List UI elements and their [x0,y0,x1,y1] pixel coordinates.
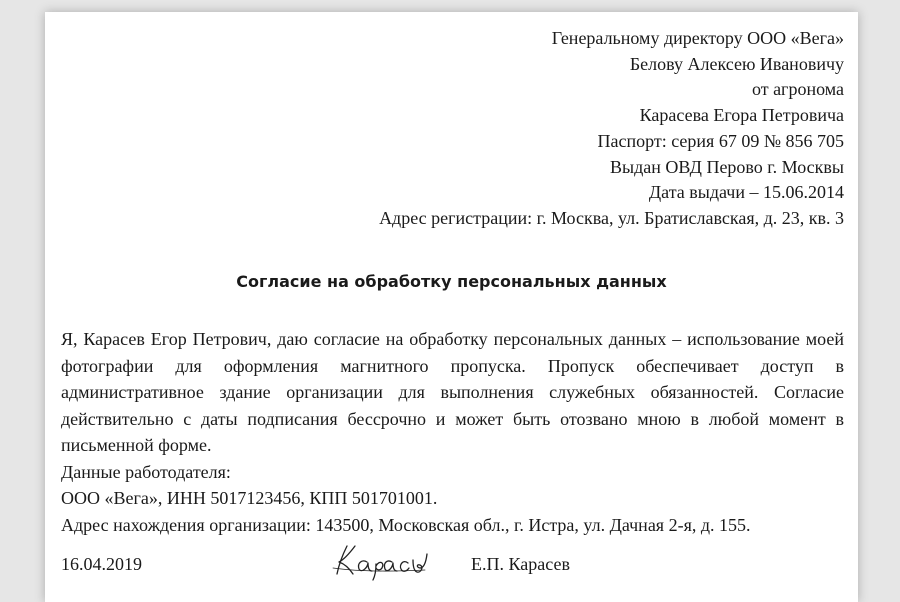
passport-issue-date: Дата выдачи – 15.06.2014 [648,182,844,203]
passport-number: Паспорт: серия 67 09 № 856 705 [597,130,844,151]
document-page [45,12,858,602]
addressee-position: Генеральному директору ООО «Вега» [551,28,844,48]
addressee-block [379,26,844,232]
document-body [61,326,844,538]
passport-issuer: Выдан ОВД Перово г. Москвы [609,156,844,177]
signature-date: 16.04.2019 [61,554,142,574]
employer-address: Адрес нахождения организации: 143500, Московская обл., г. Истра, ул. Дачная 2-я, д. 155. [61,514,751,535]
sender-position: от агронома [751,79,844,100]
consent-paragraph: Я, Карасев Егор Петрович, даю согласие на обработку персональных данных – использование моей фотографии для оформления магнитного пропуска. Пропуск обеспечивает доступ в административное здание организации для выполнения служебных обязанностей. Согласие действительно с даты подписания бессрочно и может быть отозвано мною в любой момент в письменной форме. [61,329,844,455]
handwritten-signature [329,538,429,582]
signature-row [61,554,844,580]
employer-label: Данные работодателя: [61,461,231,482]
document-title: Согласие на обработку персональных данных [236,272,667,291]
sender-name: Карасева Егора Петровича [639,105,844,126]
signatory-name: Е.П. Карасев [471,554,570,574]
addressee-name: Белову Алексею Ивановичу [629,53,844,74]
registration-address: Адрес регистрации: г. Москва, ул. Братиславская, д. 23, кв. 3 [379,207,844,228]
employer-details: ООО «Вега», ИНН 5017123456, КПП 501701001. [61,488,438,508]
